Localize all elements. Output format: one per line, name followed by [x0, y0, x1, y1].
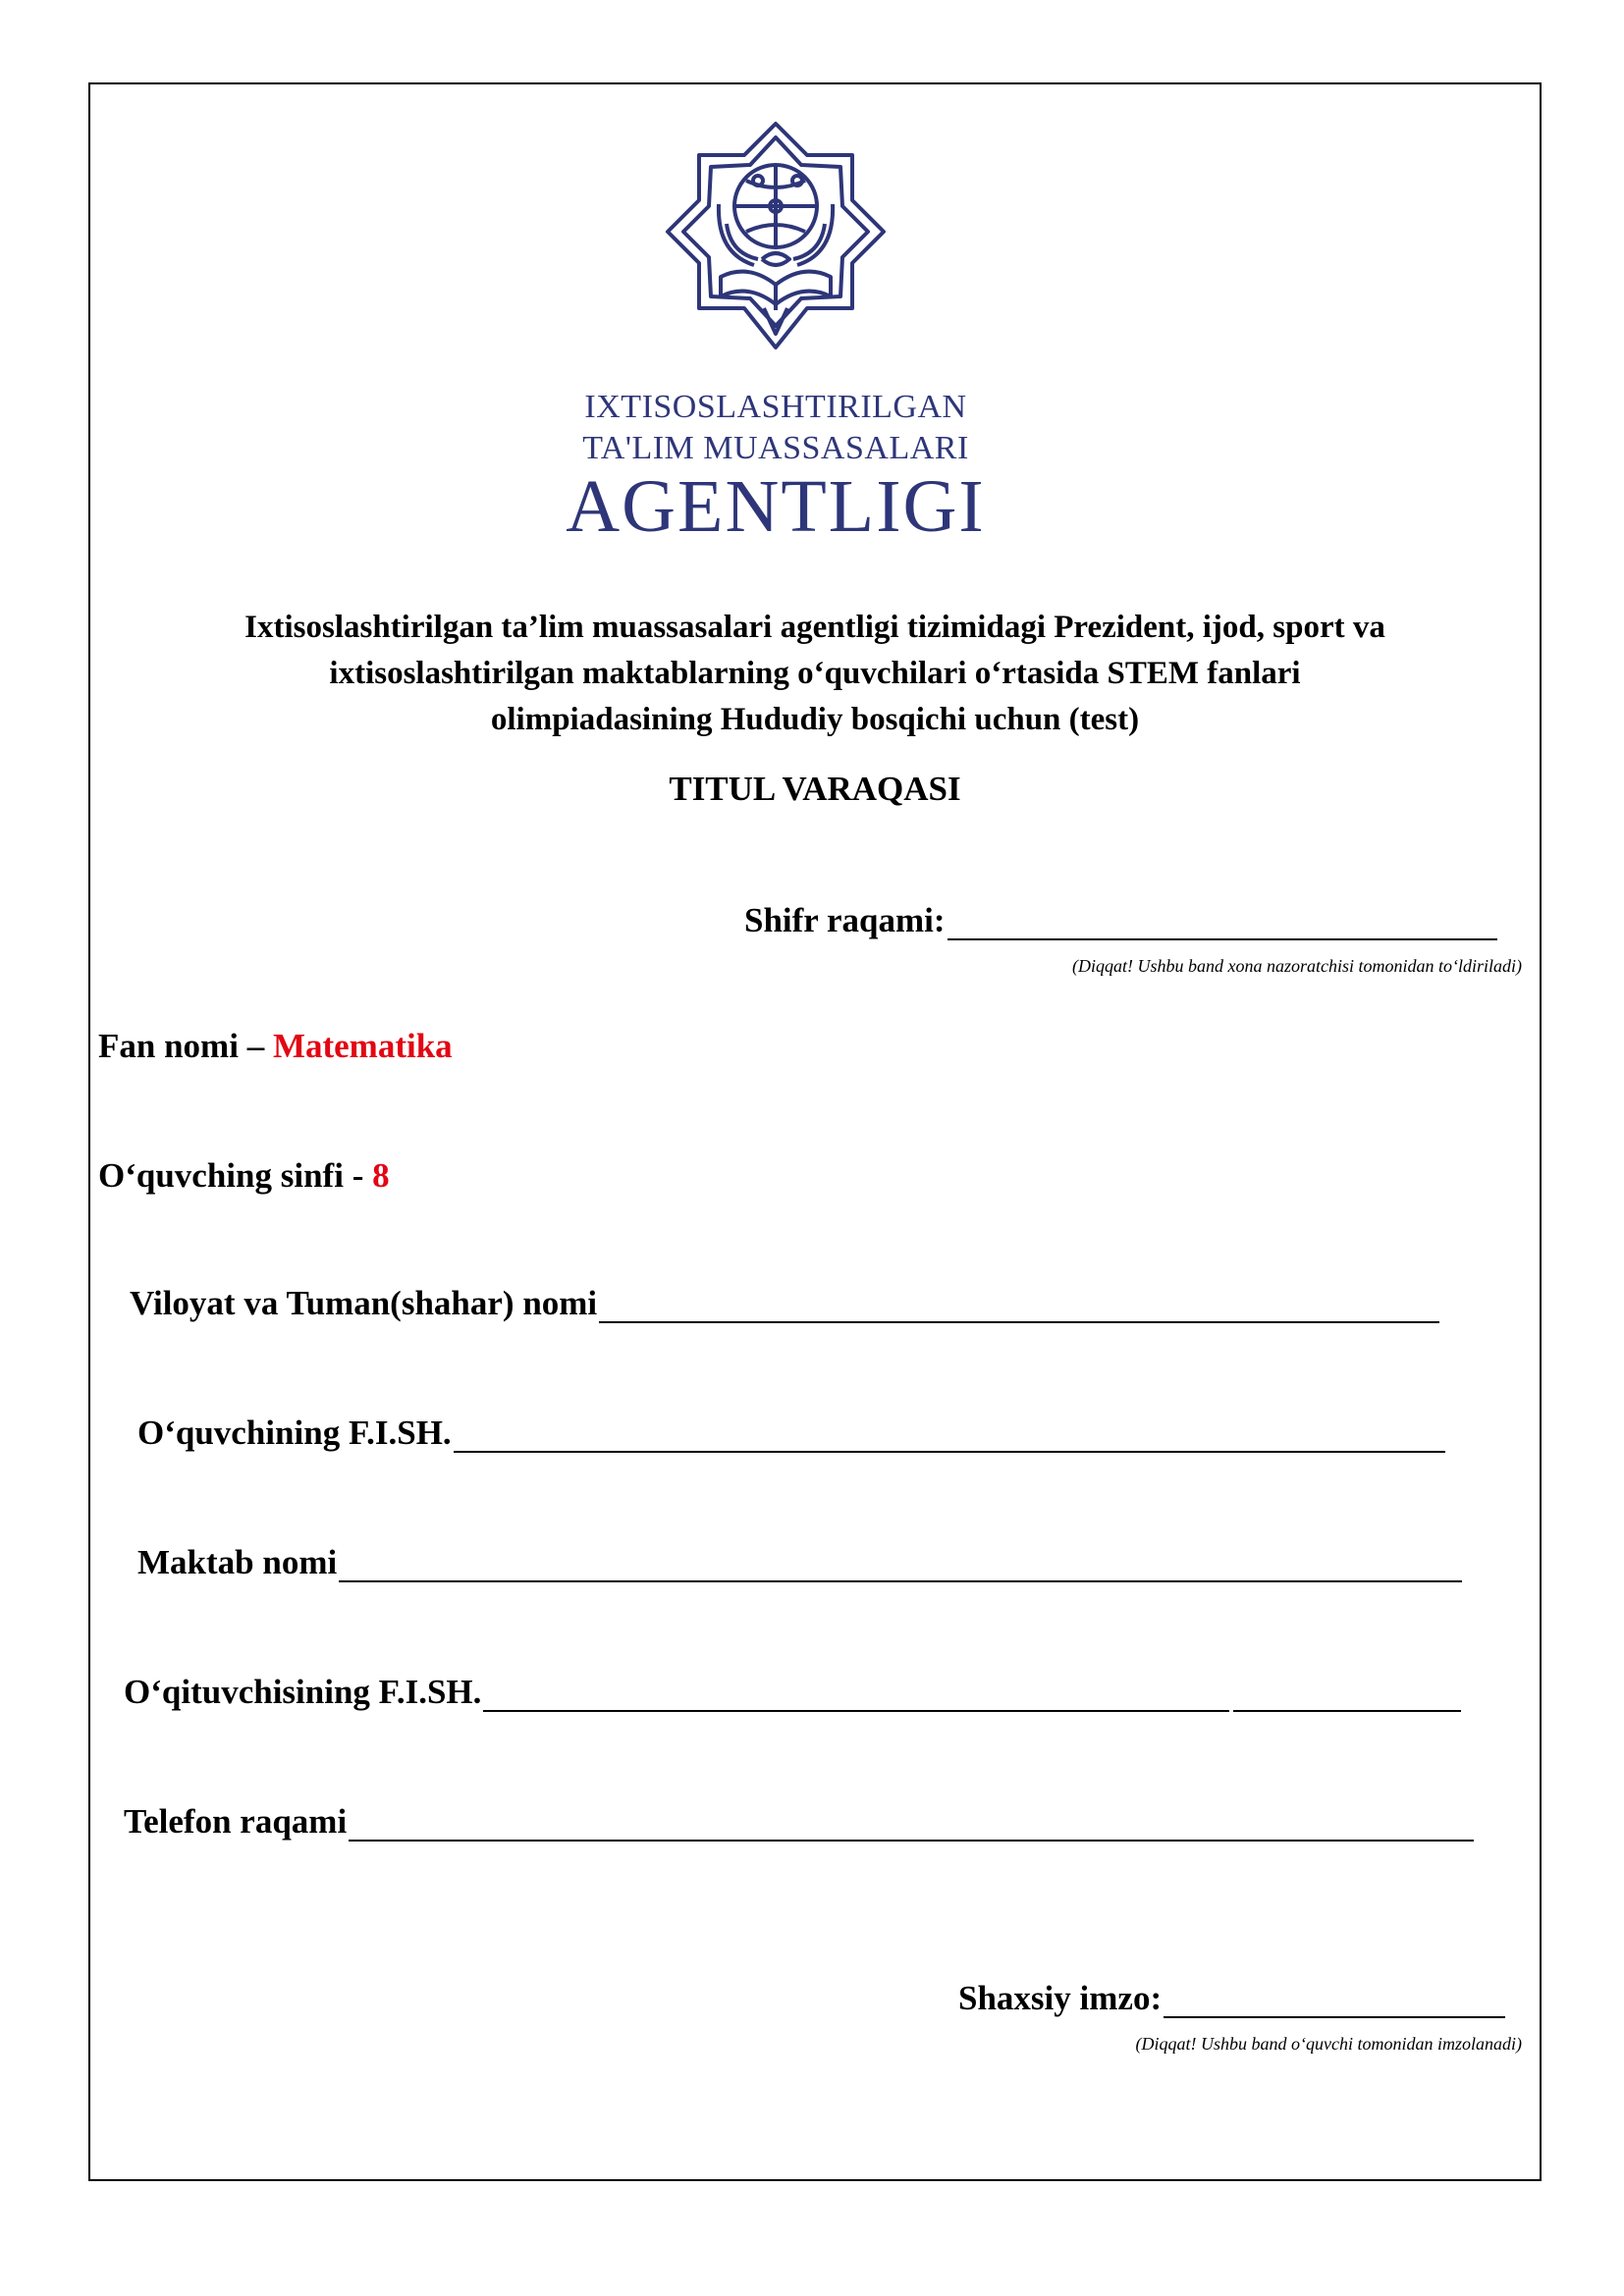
heading-line-1: Ixtisoslashtirilgan ta’lim muassasalari agentligi tizimidagi Prezident, ijod, sport va: [244, 610, 1385, 645]
agency-logo-text: [550, 389, 1001, 548]
logo-line-1: IXTISOSLASHTIRILGAN: [584, 389, 967, 425]
phone-label: Telefon raqami: [124, 1802, 348, 1841]
region-input-line[interactable]: [599, 1292, 1439, 1323]
star-emblem-globe-book-icon: [660, 116, 892, 357]
signature-note: (Diqqat! Ushbu band o‘quvchi tomonidan imzolanadi): [1135, 2034, 1522, 2054]
logo-line-3: AGENTLIGI: [566, 465, 986, 548]
heading-line-3: olimpiadasining Hududiy bosqichi uchun (test): [490, 702, 1140, 737]
cipher-input-line[interactable]: [947, 909, 1497, 940]
school-input-line[interactable]: [339, 1551, 1462, 1582]
student-name-field[interactable]: [137, 1414, 1445, 1453]
phone-field[interactable]: [124, 1802, 1474, 1842]
page-title: TITUL VARAQASI: [669, 770, 961, 808]
teacher-name-input-line-extra[interactable]: [1233, 1681, 1461, 1712]
teacher-name-input-line[interactable]: [483, 1681, 1229, 1712]
grade-line: [98, 1156, 390, 1196]
subject-value: Matematika: [272, 1027, 453, 1065]
cipher-label: Shifr raqami:: [744, 901, 946, 939]
subject-line: [98, 1027, 453, 1066]
cipher-note: (Diqqat! Ushbu band xona nazoratchisi tomonidan to‘ldiriladi): [1072, 956, 1522, 976]
region-label: Viloyat va Tuman(shahar) nomi: [130, 1284, 598, 1322]
student-name-input-line[interactable]: [454, 1421, 1445, 1453]
subject-label: Fan nomi –: [98, 1027, 273, 1065]
logo-line-2: TA'LIM MUASSASALARI: [582, 430, 969, 466]
cipher-field[interactable]: [744, 901, 1497, 940]
grade-value: 8: [372, 1156, 390, 1195]
teacher-name-label: O‘qituvchisining F.I.SH.: [124, 1673, 482, 1711]
teacher-name-field[interactable]: [124, 1673, 1461, 1712]
document-heading: [118, 605, 1512, 743]
heading-line-2: ixtisoslashtirilgan maktablarning o‘quvchilari o‘rtasida STEM fanlari: [329, 656, 1301, 691]
school-field[interactable]: [137, 1543, 1462, 1582]
signature-label: Shaxsiy imzo:: [958, 1979, 1163, 2017]
student-name-label: O‘quvchining F.I.SH.: [137, 1414, 452, 1452]
region-field[interactable]: [130, 1284, 1439, 1323]
grade-label: O‘quvching sinfi -: [98, 1156, 373, 1195]
phone-input-line[interactable]: [349, 1810, 1474, 1842]
signature-field[interactable]: [958, 1979, 1505, 2018]
school-label: Maktab nomi: [137, 1543, 338, 1581]
signature-input-line[interactable]: [1164, 1987, 1505, 2018]
